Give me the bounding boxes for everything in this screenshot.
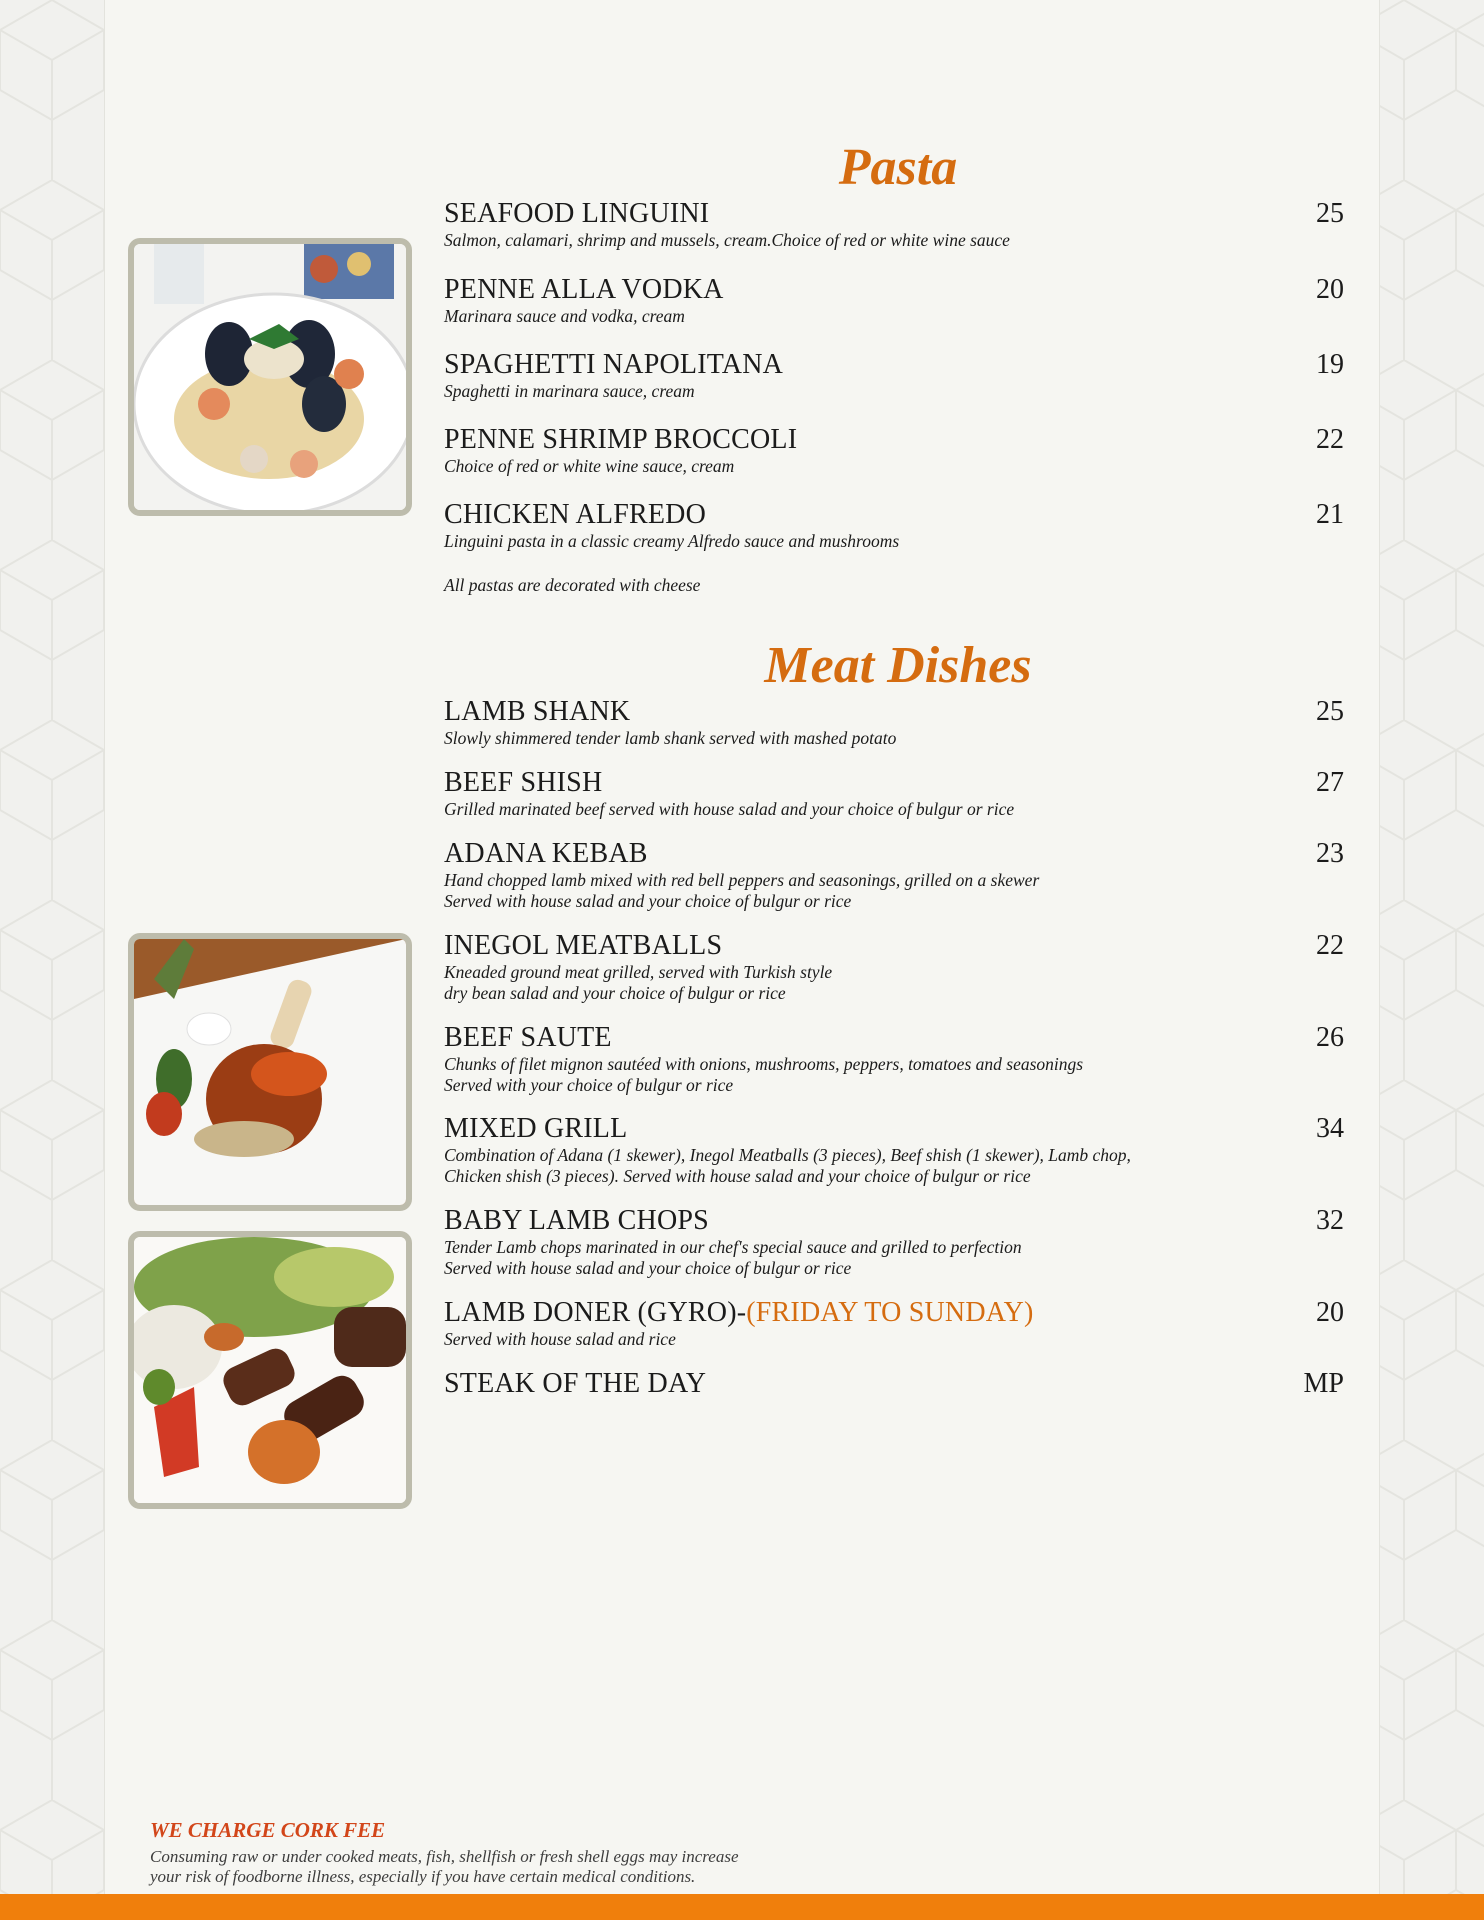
menu-item [444, 696, 1344, 749]
item-description: Salmon, calamari, shrimp and mussels, cream.Choice of red or white wine sauce [444, 230, 1010, 250]
menu-item [444, 499, 1344, 552]
lamb-shank-photo [128, 933, 412, 1211]
item-description-line2: Served with your choice of bulgur or rice [444, 1075, 734, 1095]
menu-item [444, 349, 1344, 402]
item-price: 34 [1316, 1113, 1344, 1144]
item-price: 27 [1316, 767, 1344, 798]
menu-item [444, 1297, 1344, 1350]
item-name: BEEF SAUTE [444, 1022, 612, 1053]
item-price: MP [1303, 1368, 1344, 1399]
menu-item [444, 424, 1344, 477]
item-price: 19 [1316, 349, 1344, 380]
item-name: STEAK OF THE DAY [444, 1368, 707, 1399]
item-description: Choice of red or white wine sauce, cream [444, 456, 735, 476]
item-price: 22 [1316, 930, 1344, 961]
item-name: CHICKEN ALFREDO [444, 499, 707, 530]
item-name: MIXED GRILL [444, 1113, 628, 1144]
item-description-line2: Served with house salad and your choice of bulgur or rice [444, 1258, 852, 1278]
item-name-main: LAMB DONER (GYRO)- [444, 1297, 747, 1328]
seafood-linguini-photo [128, 238, 412, 516]
menu-item [444, 838, 1344, 912]
item-description: Grilled marinated beef served with house salad and your choice of bulgur or rice [444, 799, 1015, 819]
bottom-accent-bar [0, 1894, 1484, 1920]
pasta-note: All pastas are decorated with cheese [444, 575, 701, 595]
item-price: 21 [1316, 499, 1344, 530]
item-description: Served with house salad and rice [444, 1329, 676, 1349]
item-name: BEEF SHISH [444, 767, 603, 798]
item-price: 23 [1316, 838, 1344, 869]
item-price: 32 [1316, 1205, 1344, 1236]
item-name [444, 1297, 1344, 1329]
item-name: ADANA KEBAB [444, 838, 648, 869]
pasta-title: Pasta [838, 139, 958, 196]
item-name: BABY LAMB CHOPS [444, 1205, 709, 1236]
item-name: INEGOL MEATBALLS [444, 930, 723, 961]
item-price: 22 [1316, 424, 1344, 455]
item-name: PENNE ALLA VODKA [444, 274, 724, 305]
item-description: Chunks of filet mignon sautéed with onions, mushrooms, peppers, tomatoes and seasonings [444, 1054, 1084, 1074]
item-description: Combination of Adana (1 skewer), Inegol Meatballs (3 pieces), Beef shish (1 skewer), Lamb chop, [444, 1145, 1131, 1165]
item-description: Tender Lamb chops marinated in our chef's special sauce and grilled to perfection [444, 1237, 1022, 1257]
item-description: Hand chopped lamb mixed with red bell peppers and seasonings, grilled on a skewer [444, 870, 1040, 890]
item-description-line2: Served with house salad and your choice of bulgur or rice [444, 891, 852, 911]
menu-item [444, 930, 1344, 1004]
item-description-line2: Chicken shish (3 pieces). Served with house salad and your choice of bulgur or rice [444, 1166, 1031, 1186]
health-warning-line2: your risk of foodborne illness, especially if you have certain medical conditions. [150, 1867, 696, 1886]
item-price: 25 [1316, 696, 1344, 727]
item-description: Marinara sauce and vodka, cream [444, 306, 685, 326]
mixed-grill-photo [128, 1231, 412, 1509]
item-name: PENNE SHRIMP BROCCOLI [444, 424, 798, 455]
item-price: 20 [1316, 274, 1344, 305]
item-name: SPAGHETTI NAPOLITANA [444, 349, 784, 380]
item-availability-note: (FRIDAY TO SUNDAY) [746, 1297, 1034, 1328]
health-warning-line1: Consuming raw or under cooked meats, fish, shellfish or fresh shell eggs may increase [150, 1847, 739, 1866]
menu-item [444, 767, 1344, 820]
meat-dishes-title: Meat Dishes [764, 637, 1032, 694]
item-price: 20 [1316, 1297, 1344, 1328]
menu-item [444, 198, 1344, 251]
menu-item [444, 1113, 1344, 1187]
menu-item [444, 1368, 1344, 1400]
item-description-line2: dry bean salad and your choice of bulgur or rice [444, 983, 786, 1003]
item-name: LAMB SHANK [444, 696, 631, 727]
menu-footer [150, 1818, 739, 1887]
menu-item [444, 1022, 1344, 1096]
item-price: 25 [1316, 198, 1344, 229]
item-description: Spaghetti in marinara sauce, cream [444, 381, 695, 401]
item-description: Slowly shimmered tender lamb shank served with mashed potato [444, 728, 897, 748]
item-name: SEAFOOD LINGUINI [444, 198, 710, 229]
item-description: Kneaded ground meat grilled, served with Turkish style [444, 962, 833, 982]
menu-item [444, 274, 1344, 327]
menu-item [444, 1205, 1344, 1279]
item-description: Linguini pasta in a classic creamy Alfredo sauce and mushrooms [444, 531, 900, 551]
cork-fee-notice: WE CHARGE CORK FEE [150, 1818, 386, 1842]
item-price: 26 [1316, 1022, 1344, 1053]
